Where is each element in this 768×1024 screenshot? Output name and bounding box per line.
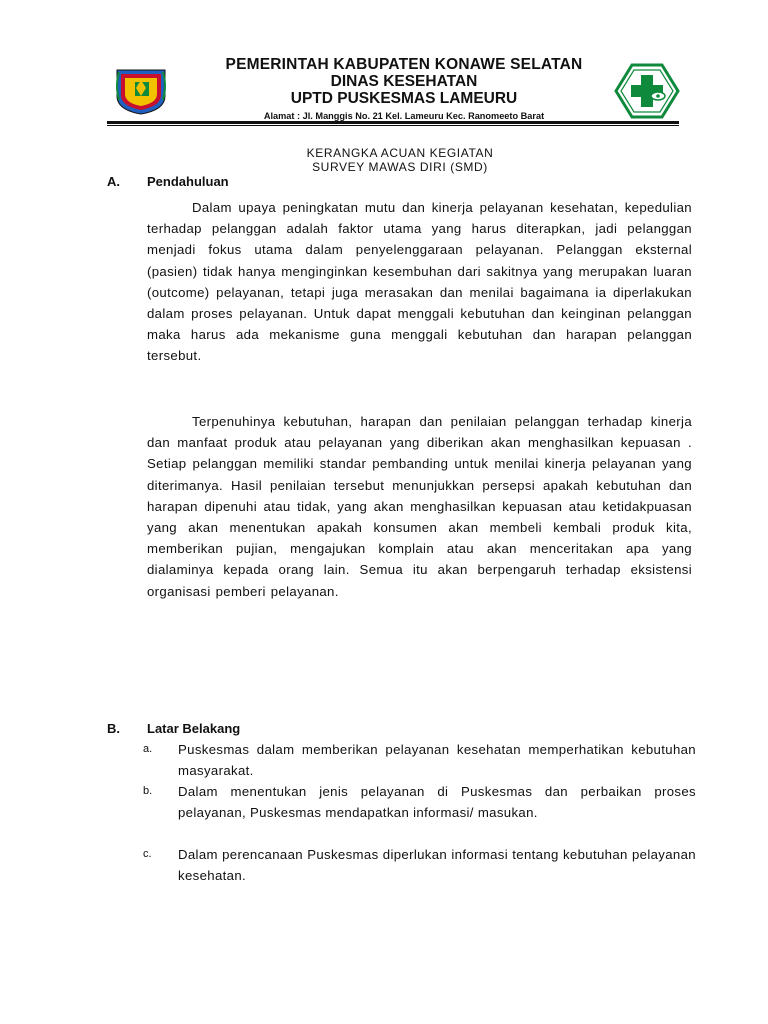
letterhead [180,56,628,123]
puskesmas-logo [614,63,680,119]
title-line-2: SURVEY MAWAS DIRI (SMD) [312,160,488,174]
section-b-heading: Latar Belakang [147,721,241,736]
section-a-letter: A. [107,174,120,189]
letterhead-rule-thick [107,121,679,124]
title-line-1: KERANGKA ACUAN KEGIATAN [306,146,494,160]
list-item-text: Dalam perencanaan Puskesmas diperlukan informasi tentang kebutuhan pelayanan kesehatan. [178,847,696,883]
letterhead-rule-thin [107,125,679,126]
letterhead-address: Alamat : Jl. Manggis No. 21 Kel. Lameuru Kec. Ranomeeto Barat [263,111,545,121]
list-item-marker: c. [143,848,152,860]
section-a-heading: Pendahuluan [147,174,229,189]
list-item-marker: a. [143,743,153,755]
section-a-paragraph-2: Terpenuhinya kebutuhan, harapan dan penilaian pelanggan terhadap kinerja dan manfaat produk atau pelayanan yang diberikan akan menghasilkan kepuasan . Setiap pelanggan memiliki standar pembanding untuk menilai kinerja pelayanan yang diterimanya. Hasil penilaian tersebut menunjukkan persepsi apakah kebutuhan dan harapan dipenuhi atau tidak, yang akan menghasilkan kepuasan atau ketidakpuasan yang akan menentukan apakah konsumen akan membeli kembali produk kita, memberikan pujian, mengajukan komplain atau akan menceritakan apa yang dialaminya kepada orang lain. Semua itu akan berpengaruh terhadap eksistensi organisasi pemberi pelayanan. [147,414,692,599]
regency-emblem-logo [113,66,169,116]
list-item-text: Puskesmas dalam memberikan pelayanan kesehatan memperhatikan kebutuhan masyarakat. [178,742,696,778]
list-item-marker: b. [143,785,153,797]
list-item-text: Dalam menentukan jenis pelayanan di Puskesmas dan perbaikan proses pelayanan, Puskesmas mendapatkan informasi/ masukan. [178,784,696,820]
section-b-letter: B. [107,721,120,736]
letterhead-puskesmas: UPTD PUSKESMAS LAMEURU [290,90,518,107]
letterhead-department: DINAS KESEHATAN [330,73,478,90]
section-a-paragraph-1: Dalam upaya peningkatan mutu dan kinerja pelayanan kesehatan, kepedulian terhadap pelanggan adalah faktor utama yang harus diterapkan, jadi pelanggan menjadi fokus utama dalam penyelenggaraan pelayanan. Pelanggan eksternal (pasien) tidak hanya menginginkan kesembuhan dari sakitnya yang merupakan luaran (outcome) pelayanan, tetapi juga merasakan dan menilai bagaimana ia diperlakukan dalam proses pelayanan. Untuk dapat menggali kebutuhan dan keinginan pelanggan maka harus ada mekanisme guna menggali kebutuhan dan harapan pelanggan tersebut. [147,200,692,364]
letterhead-government: PEMERINTAH KABUPATEN KONAWE SELATAN [225,56,583,73]
document-title [150,146,650,174]
